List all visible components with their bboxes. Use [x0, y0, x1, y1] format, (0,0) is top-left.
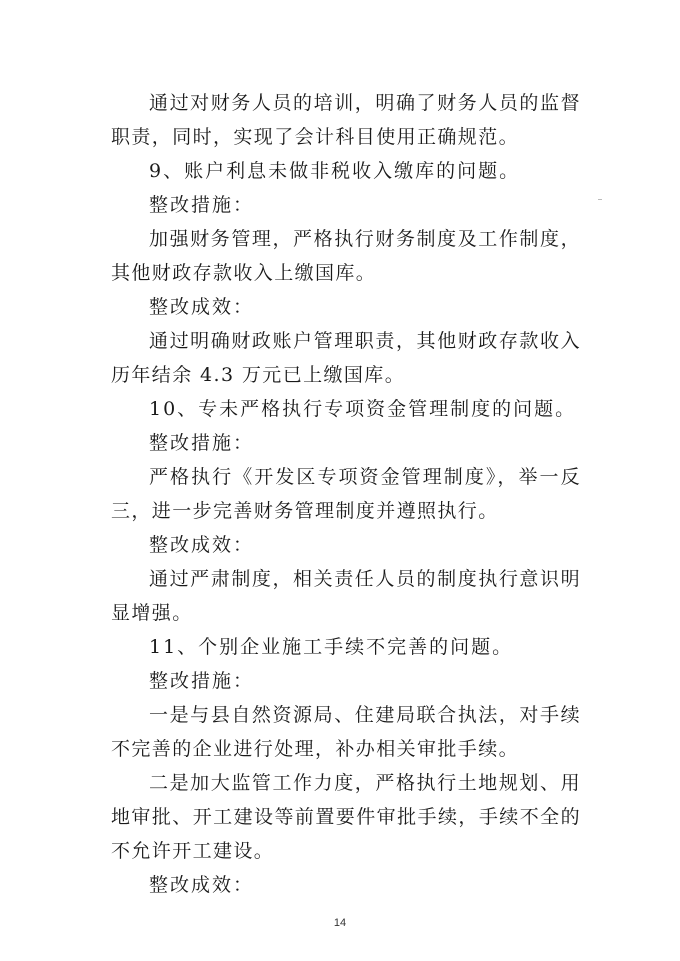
issue-heading-11: 11、个别企业施工手续不完善的问题。 — [149, 636, 514, 658]
paragraph-results-9: 通过明确财政账户管理职责，其他财政存款收入历年结余 4.3 万元已上缴国库。 — [111, 330, 581, 386]
paragraph-training-result: 通过对财务人员的培训，明确了财务人员的监督职责，同时，实现了会计科目使用正确规范。 — [111, 92, 581, 148]
paragraph-results-10: 通过严肃制度，相关责任人员的制度执行意识明显增强。 — [111, 568, 581, 624]
issue-heading-10: 10、专未严格执行专项资金管理制度的问题。 — [149, 398, 577, 420]
measures-heading: 整改措施： — [149, 194, 255, 216]
paragraph-measures-10: 严格执行《开发区专项资金管理制度》，举一反三，进一步完善财务管理制度并遵照执行。 — [111, 466, 581, 522]
scan-speck — [598, 199, 602, 200]
paragraph-measures-11-second: 二是加大监管工作力度，严格执行土地规划、用地审批、开工建设等前置要件审批手续，手续不全的不允许开工建设。 — [111, 772, 581, 862]
paragraph-measures-9: 加强财务管理，严格执行财务制度及工作制度，其他财政存款收入上缴国库。 — [111, 228, 581, 284]
results-heading: 整改成效： — [149, 874, 255, 896]
document-body — [111, 86, 581, 902]
paragraph-measures-11-first: 一是与县自然资源局、住建局联合执法，对手续不完善的企业进行处理，补办相关审批手续。 — [111, 704, 581, 760]
results-heading: 整改成效： — [149, 296, 255, 318]
page-number: 14 — [333, 917, 347, 929]
measures-heading: 整改措施： — [149, 432, 255, 454]
measures-heading: 整改措施： — [149, 670, 255, 692]
issue-heading-9: 9、账户利息未做非税收入缴库的问题。 — [149, 160, 521, 182]
results-heading: 整改成效： — [149, 534, 255, 556]
